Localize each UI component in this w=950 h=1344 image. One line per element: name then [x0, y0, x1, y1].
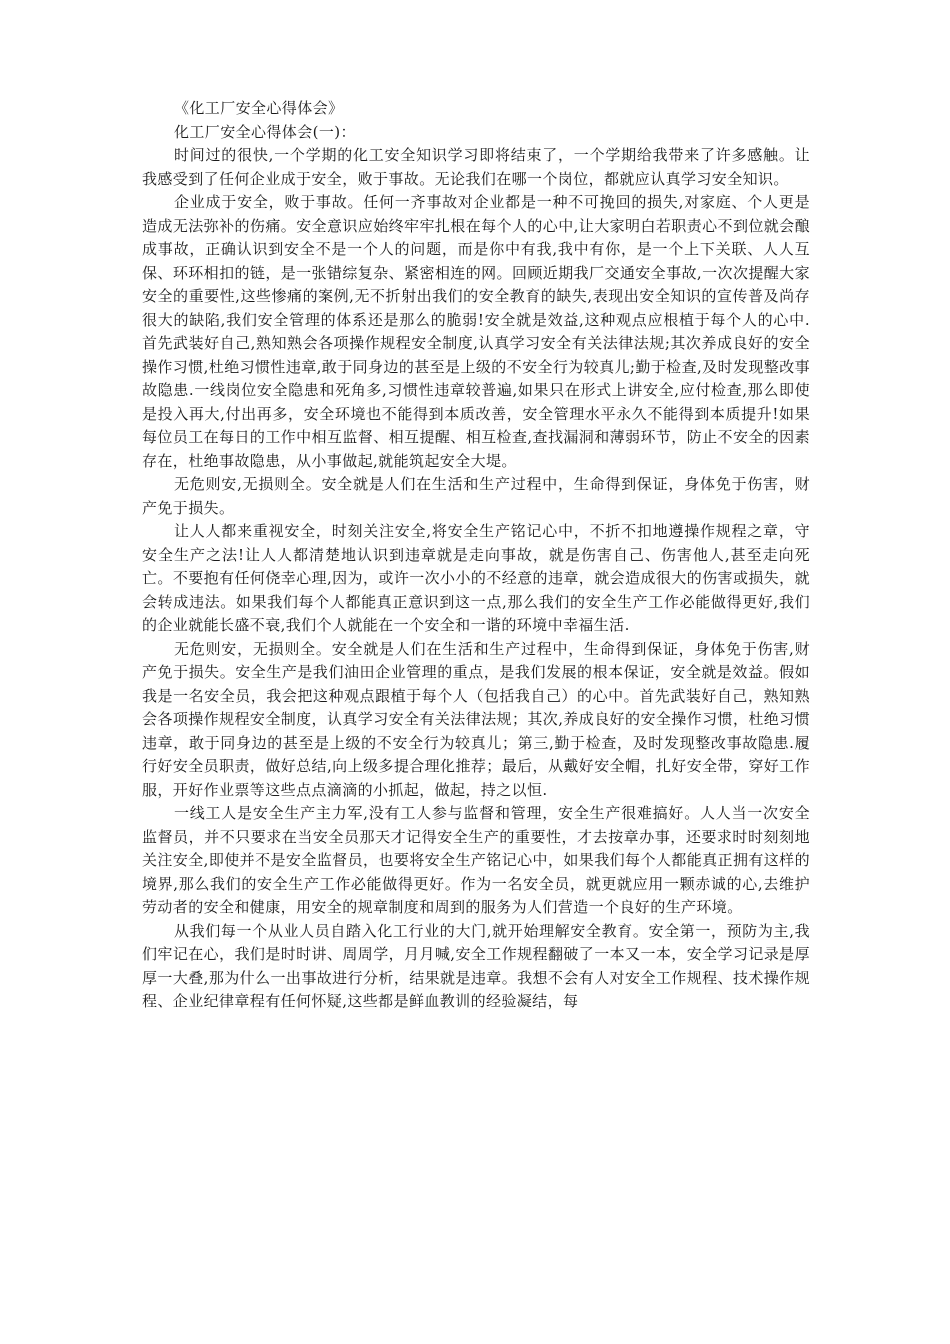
- paragraph-4: 让人人都来重视安全，时刻关注安全,将安全生产铭记心中，不折不扣地遵操作规程之章，守安全生产之法!让人人都清楚地认识到违章就是走向事故，就是伤害自己、伤害他人,甚至走向死亡。不要抱有任何侥幸心理,因为，或许一次小小的不经意的违章，就会造成很大的伤害或损失，就会转成违法。如果我们每个人都能真正意识到这一点,那么我们的安全生产工作必能做得更好,我们的企业就能长盛不衰,我们个人就能在一个安全和一谐的环境中幸福生活.: [142, 522, 811, 634]
- paragraph-2: 企业成于安全，败于事故。任何一齐事故对企业都是一种不可挽回的损失,对家庭、个人更是造成无法弥补的伤痛。安全意识应始终牢牢扎根在每个人的心中,让大家明白若职责心不到位就会酿成事故，正确认识到安全不是一个人的问题，而是你中有我,我中有你，是一个上下关联、人人互保、环环相扣的链，是一张错综复杂、紧密相连的网。回顾近期我厂交通安全事故,一次次提醒大家安全的重要性,这些惨痛的案例,无不折射出我们的安全教育的缺失,表现出安全知识的宣传普及尚存很大的缺陷,我们安全管理的体系还是那么的脆弱!安全就是效益,这种观点应根植于每个人的心中.首先武装好自己,熟知熟会各项操作规程安全制度,认真学习安全有关法律法规;其次养成良好的安全操作习惯,杜绝习惯性违章,敢于同身边的甚至是上级的不安全行为较真儿;勤于检查,及时发现整改事故隐患.一线岗位安全隐患和死角多,习惯性违章较普遍,如果只在形式上讲安全,应付检查,那么即使是投入再大,付出再多，安全环境也不能得到本质改善，安全管理水平永久不能得到本质提升!如果每位员工在每日的工作中相互监督、相互提醒、相互检查,查找漏洞和薄弱环节，防止不安全的因素存在，杜绝事故隐患，从小事做起,就能筑起安全大堤。: [142, 193, 810, 470]
- document-title: 《化工厂安全心得体会》: [174, 99, 344, 117]
- section-heading: 化工厂安全心得体会(一)：: [174, 123, 356, 141]
- paragraph-7: 从我们每一个从业人员自踏入化工行业的大门,就开始理解安全教育。安全第一，预防为主,我们牢记在心，我们是时时讲、周周学，月月喊,安全工作规程翻破了一本又一本，安全学习记录是厚厚一大叠,那为什么一出事故进行分析，结果就是违章。我想不会有人对安全工作规程、技术操作规程、企业纪律章程有任何怀疑,这些都是鲜血教训的经验凝结，每: [142, 921, 810, 1010]
- document-body: [142, 96, 810, 1014]
- paragraph-6: 一线工人是安全生产主力军,没有工人参与监督和管理，安全生产很难搞好。人人当一次安全监督员，并不只要求在当安全员那天才记得安全生产的重要性，才去按章办事，还要求时时刻刻地关注安全,即使并不是安全监督员，也要将安全生产铭记心中，如果我们每个人都能真正拥有这样的境界,那么我们的安全生产工作必能做得更好。作为一名安全员，就更就应用一颗赤诚的心,去维护劳动者的安全和健康，用安全的规章制度和周到的服务为人们营造一个良好的生产环境。: [142, 804, 810, 916]
- paragraph-5: 无危则安，无损则全。安全就是人们在生活和生产过程中，生命得到保证，身体免于伤害,财产免于损失。安全生产是我们油田企业管理的重点，是我们发展的根本保证，安全就是效益。假如我是一名安全员，我会把这种观点跟植于每个人（包括我自己）的心中。首先武装好自己，熟知熟会各项操作规程安全制度，认真学习安全有关法律法规；其次,养成良好的安全操作习惯，杜绝习惯违章，敢于同身边的甚至是上级的不安全行为较真儿；第三,勤于检查，及时发现整改事故隐患.履行好安全员职责，做好总结,向上级多提合理化推荐；最后，从戴好安全帽，扎好安全带，穿好工作服，开好作业票等这些点点滴滴的小抓起，做起，持之以恒.: [142, 639, 810, 799]
- paragraph-1: 时间过的很快,一个学期的化工安全知识学习即将结束了，一个学期给我带来了许多感触。让我感受到了任何企业成于安全，败于事故。无论我们在哪一个岗位，都就应认真学习安全知识。: [142, 146, 810, 188]
- paragraph-3: 无危则安,无损则全。安全就是人们在生活和生产过程中，生命得到保证，身体免于伤害，财产免于损失。: [142, 475, 810, 517]
